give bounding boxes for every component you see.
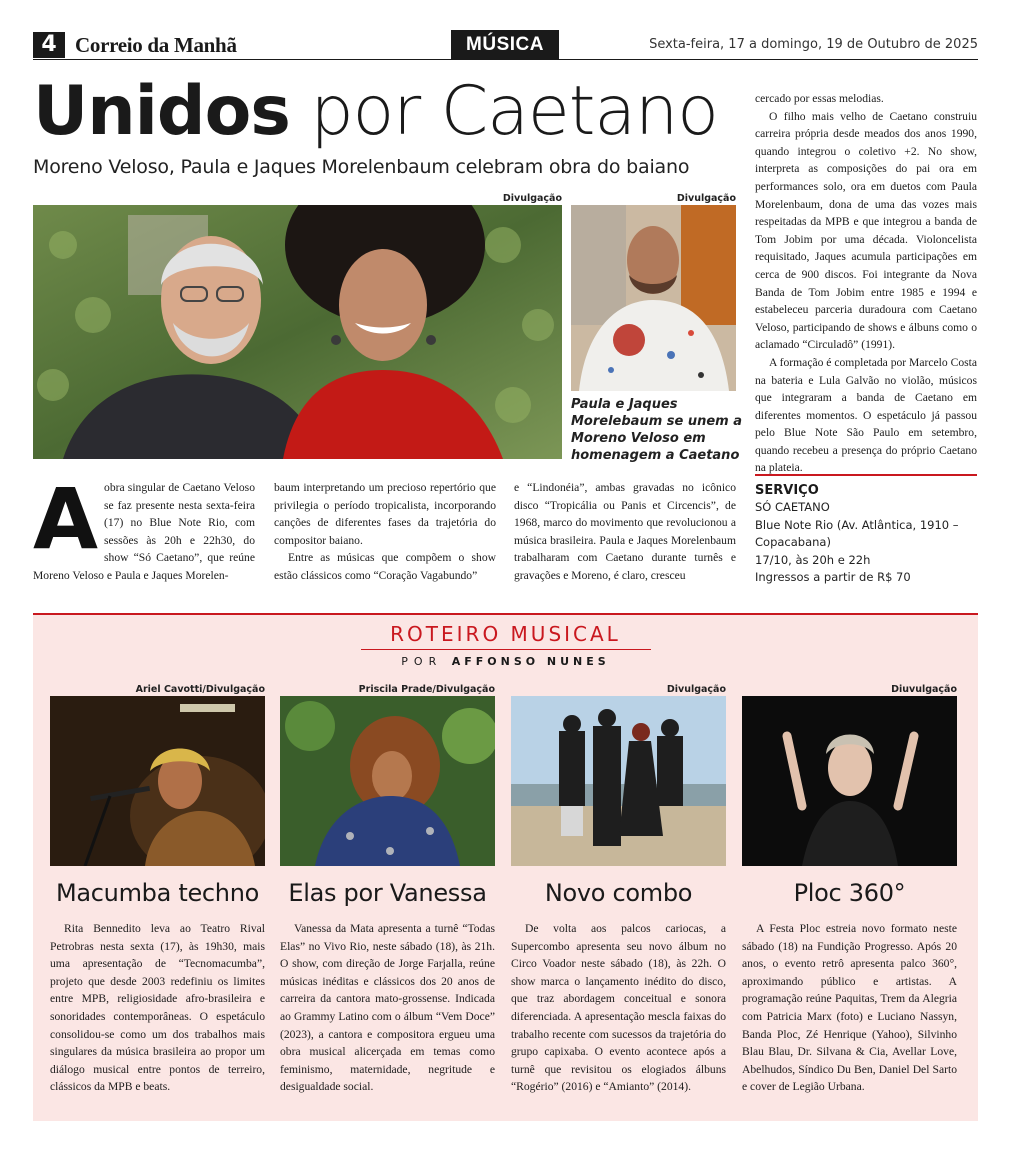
section-label: MÚSICA xyxy=(451,30,559,59)
card-body: Vanessa da Mata apresenta a turnê “Todas Elas” no Vivo Rio, neste sábado (18), às 21h. O show, com direção de Jorge Farjalla, reúne músicas inéditas e clássicos dos 20 anos de carreira da cantora mato-grossense. Indicada ao Grammy Latino com o álbum “Vem Doce” (2023), a cantora e compositora ergueu uma obra musical alicerçada em temas como feminismo, maternidade, negritude e desigualdade social. xyxy=(280,922,495,1094)
article-column-2 xyxy=(274,479,496,585)
card-photo-illustration xyxy=(280,696,495,866)
servico-box xyxy=(755,474,977,587)
card-photo-illustration xyxy=(742,696,957,866)
article-col4-p1: cercado por essas melodias. xyxy=(755,92,884,105)
card-text xyxy=(280,920,495,1096)
servico-title: SERVIÇO xyxy=(755,483,819,498)
card-photo-illustration xyxy=(50,696,265,866)
article-col4-p3: A formação é completada por Marcelo Costa na bateria e Lula Galvão no violão, músicos que integraram a banda de Caetano em diferentes momentos. O espetáculo já passou pelo Blue Note São Paulo em setembro, quando recebeu a presença do próprio Caetano na plateia. xyxy=(755,355,977,475)
article-col4-p2: O filho mais velho de Caetano construiu carreira própria desde meados dos anos 1990, quando integrou o coletivo +2. No show, interpreta as composições do pai ora em performances solo, ora em duetos com Paula Morelenbaum, dona de uma das vozes mais respeitadas da MPB e que integrou a banda de Tom Jobim por uma década. Violoncelista requisitado, Jaques acumula participações em cerca de 900 discos. Foi integrante da Nova Banda de Tom Jobim entre 1985 e 1994 e estabeleceu parceria duradoura com Caetano Veloso, participando de shows e álbuns como o aclamado “Circuladô” (1991). xyxy=(755,109,977,352)
servico-line: 17/10, às 20h e 22h xyxy=(755,552,871,567)
side-photo xyxy=(571,205,736,391)
article-column-1 xyxy=(33,470,255,585)
card-photo xyxy=(280,696,495,866)
drop-cap: A xyxy=(33,470,99,568)
card-text xyxy=(511,920,726,1096)
roteiro-byline xyxy=(33,655,978,669)
card-body: A Festa Ploc estreia novo formato neste sábado (18) na Fundição Progresso. Após 20 anos, o evento retrô apresenta palco 360°, aproximando público e artistas. A programação reúne Paquitas, Trem da Alegria com Patricia Marx (foto) e Luciano Nassyn, Banda Ploc, Zé Henrique (Yahoo), Silvinho Blau Blau, Dr. Silvana & Cia, Avellar Love, Abelhudos, Síndico Du Ben, Daniel Del Sarto e cover de Legião Urbana. xyxy=(742,922,957,1094)
card-credit: Ariel Cavotti/Divulgação xyxy=(135,684,265,695)
headline xyxy=(33,72,743,152)
card-credit: Divulgação xyxy=(666,684,726,695)
roteiro-title: ROTEIRO MUSICAL xyxy=(390,622,621,646)
roteiro-by: POR xyxy=(401,655,443,668)
card-body: De volta aos palcos cariocas, a Supercombo apresenta seu novo álbum no Circo Voador neste sábado (18), às 22h. O show marca o lançamento inédito do disco, que traz abordagem conceitual e sonora diferenciada. A apresentação mescla faixas do trabalho recente com sucessos da trajetória do grupo capixaba. O evento acontece após a turnê que revisitou os elogiados álbuns “Rogério” (2016) e “Amianto” (2014). xyxy=(511,922,726,1094)
article-col3-text: e “Lindonéia”, ambas gravadas no icônico disco “Tropicália ou Panis et Circencis”, de 1968, marco do movimento que revolucionou a música brasileira. Paula e Jaques Morelenbaum trabalharam com Caetano durante turnês e gravações e Moreno, é claro, cresceu xyxy=(514,481,736,582)
article-column-3 xyxy=(514,479,736,585)
card-photo-illustration xyxy=(511,696,726,866)
card-text xyxy=(742,920,957,1096)
side-photo-illustration xyxy=(571,205,736,391)
roteiro-divider xyxy=(361,649,651,650)
card-heading: Macumba techno xyxy=(55,879,260,907)
article-column-4 xyxy=(755,90,977,477)
card-heading: Novo combo xyxy=(544,879,693,907)
page-number: 4 xyxy=(33,32,65,58)
card-text xyxy=(50,920,265,1096)
photo-caption: Paula e Jaques Morelebaum se unem a Moreno Veloso em homenagem a Caetano xyxy=(571,397,743,463)
headline-light: por Caetano xyxy=(310,72,718,151)
main-photo-illustration xyxy=(33,205,562,459)
subheadline: Moreno Veloso, Paula e Jaques Morelenbaum celebram obra do baiano xyxy=(33,156,690,178)
card-heading: Elas por Vanessa xyxy=(288,879,487,907)
masthead: Correio da Manhã xyxy=(75,33,237,57)
card-photo xyxy=(511,696,726,866)
servico-line: Blue Note Rio (Av. Atlântica, 1910 – Copacabana) xyxy=(755,517,959,549)
article-col2-p1: baum interpretando um precioso repertório que privilegia o período tropicalista, incorporando canções de diferentes fases da trajetória do compositor baiano. xyxy=(274,481,496,547)
main-photo xyxy=(33,205,562,459)
card-photo xyxy=(50,696,265,866)
page-header xyxy=(33,30,978,60)
photo-credit-main: Divulgação xyxy=(502,193,562,204)
card-credit: Priscila Prade/Divulgação xyxy=(358,684,495,695)
card-photo xyxy=(742,696,957,866)
photo-credit-side: Divulgação xyxy=(676,193,736,204)
card-credit: Diuvulgação xyxy=(891,684,957,695)
servico-line: SÓ CAETANO xyxy=(755,500,830,514)
article-col1-text: obra singular de Caetano Veloso se faz presente nesta sexta-feira (17) no Blue Note Rio, com sessões às 20h e 22h30, do show “Só Caetano”, que reúne Moreno Veloso e Paula e Jaques Morelen- xyxy=(33,481,255,582)
article-col2-p2: Entre as músicas que compõem o show estão clássicos como “Coração Vagabundo” xyxy=(274,551,496,582)
headline-bold: Unidos xyxy=(33,72,290,151)
servico-line: Ingressos a partir de R$ 70 xyxy=(755,570,911,584)
edition-date: Sexta-feira, 17 a domingo, 19 de Outubro de 2025 xyxy=(649,37,978,52)
card-heading: Ploc 360° xyxy=(793,879,906,907)
card-body: Rita Bennedito leva ao Teatro Rival Petrobras nesta sexta (17), às 19h30, mais uma apresentação de “Tecnomacumba”, projeto que desde 2003 redefiniu os limites entre MPB, religiosidade afro-brasileira e sonoridades contemporâneas. O espetáculo consolidou-se como um dos trabalhos mais singulares da música brasileira ao propor um diálogo musical entre pontos de terreiro, clássicos da MPB e beats. xyxy=(50,922,265,1094)
roteiro-author: AFFONSO NUNES xyxy=(451,655,610,668)
